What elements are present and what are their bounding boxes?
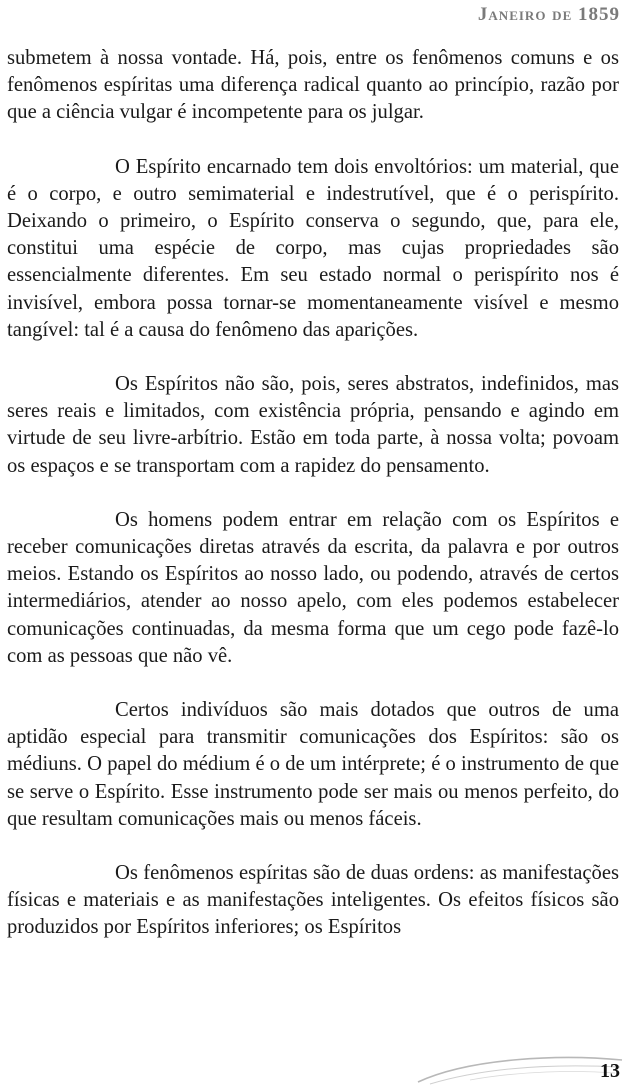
paragraph-3: Os Espíritos não são, pois, seres abstratos, indefinidos, mas seres reais e limitados, com existência própria, pensando e agindo em virtude de seu livre-arbítrio. Estão em toda parte, à nossa volta; povoam os espaços e se transportam com a rapidez do pensamento. [7, 373, 619, 477]
paragraph-1: submetem à nossa vontade. Há, pois, entre os fenômenos comuns e os fenômenos espíritas uma diferença radical quanto ao princípio, razão por que a ciência vulgar é incompetente para os julgar. [7, 47, 619, 124]
paragraph-5: Certos indivíduos são mais dotados que outros de uma aptidão especial para transmitir comunicações dos Espíritos: são os médiuns. O papel do médium é o de um intérprete; é o instrumento de que se serve o Espírito. Esse instrumento pode ser mais ou menos perfeito, do que resultam comunicações mais ou menos fáceis. [7, 699, 619, 830]
paragraph-2: O Espírito encarnado tem dois envoltórios: um material, que é o corpo, e outro semimaterial e indestrutível, que é o perispírito. Deixando o primeiro, o Espírito conserva o segundo, que, para ele, constitui uma espécie de corpo, mas cujas propriedades são essencialmente diferentes. Em seu estado normal o perispírito nos é invisível, embora possa tornar-se momentaneamente visível e mesmo tangível: tal é a causa do fenômeno das aparições. [7, 155, 619, 341]
page-number: 13 [600, 1060, 620, 1082]
running-header-title: Janeiro de 1859 [477, 4, 620, 25]
page-body [7, 45, 619, 969]
swoosh-ornament-icon [0, 1040, 626, 1087]
paragraph-6: Os fenômenos espíritas são de duas ordens: as manifestações físicas e materiais e as manifestações inteligentes. Os efeitos físicos são produzidos por Espíritos inferiores; os Espíritos [7, 862, 619, 939]
paragraph-4: Os homens podem entrar em relação com os Espíritos e receber comunicações diretas através da escrita, da palavra e por outros meios. Estando os Espíritos ao nosso lado, ou podendo, através de certos intermediários, atender ao nosso apelo, com eles podemos estabelecer comunicações continuadas, da mesma forma que um cego pode fazê-lo com as pessoas que não vê. [7, 508, 619, 667]
page-footer [0, 1040, 626, 1087]
